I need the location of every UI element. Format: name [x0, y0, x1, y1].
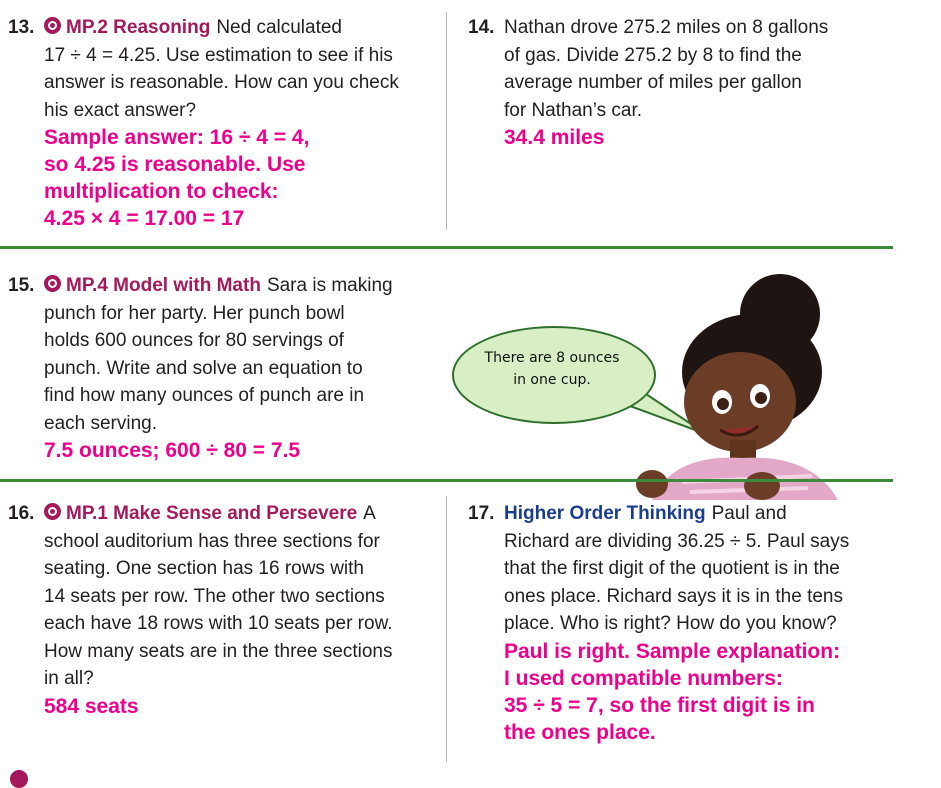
question-line: each serving.	[44, 412, 158, 434]
partial-icon-bottom	[10, 770, 28, 788]
math-practice-icon	[44, 503, 61, 520]
question-line: Sara is making	[266, 275, 393, 296]
question-line: for Nathan’s car.	[504, 99, 643, 121]
question-line: place. Who is right? How do you know?	[504, 613, 837, 634]
answer-line: 584 seats	[44, 694, 139, 718]
practice-label: MP.2 Reasoning	[66, 17, 211, 38]
section-divider	[0, 246, 893, 249]
question-line: How many seats are in the three sections	[44, 640, 393, 662]
speech-bubble-text	[470, 347, 634, 391]
question-line: of gas. Divide 275.2 by 8 to find the	[504, 44, 802, 66]
math-practice-icon	[44, 275, 61, 292]
answer-line: 7.5 ounces; 600 ÷ 80 = 7.5	[44, 439, 301, 462]
question-line: punch. Write and solve an equation to	[44, 357, 363, 379]
answer-line: I used compatible numbers:	[504, 666, 783, 690]
question-line: holds 600 ounces for 80 servings of	[44, 330, 344, 351]
question-line: punch for her party. Her punch bowl	[44, 302, 345, 324]
question-line: Paul and	[711, 503, 787, 524]
question-line: his exact answer?	[44, 99, 197, 121]
answer	[504, 638, 918, 746]
problem-number: 13.	[8, 17, 35, 38]
problem-13	[8, 14, 438, 232]
answer-line: 35 ÷ 5 = 7, so the first digit is in	[504, 693, 815, 717]
answer	[44, 693, 448, 720]
question-line: 17 ÷ 4 = 4.25. Use estimation to see if his	[44, 44, 393, 66]
answer	[44, 124, 438, 232]
question-line: seating. One section has 16 rows with	[44, 558, 365, 579]
practice-label: MP.4 Model with Math	[66, 275, 261, 296]
math-practice-icon	[44, 17, 61, 34]
practice-label: Higher Order Thinking	[504, 503, 706, 524]
question-line: school auditorium has three sections for	[44, 530, 380, 552]
question-line: Richard are dividing 36.25 ÷ 5. Paul says	[504, 530, 850, 552]
question-line: Ned calculated	[216, 17, 343, 38]
answer-line: the ones place.	[504, 720, 656, 744]
question-line: ones place. Richard says it is in the tens	[504, 585, 844, 607]
bubble-line: There are 8 ounces	[484, 350, 620, 366]
answer-line: so 4.25 is reasonable. Use	[44, 153, 306, 176]
problem-16	[8, 500, 448, 720]
answer	[504, 124, 908, 151]
answer-line: Paul is right. Sample explanation:	[504, 639, 841, 663]
question-line: each have 18 rows with 10 seats per row.	[44, 613, 393, 634]
section-divider	[0, 479, 893, 482]
problem-14	[468, 14, 908, 151]
problem-15	[8, 272, 448, 464]
column-divider	[446, 12, 447, 230]
practice-label: MP.1 Make Sense and Persevere	[66, 503, 358, 524]
question-line: that the first digit of the quotient is in the	[504, 558, 840, 579]
question-line: 14 seats per row. The other two sections	[44, 585, 385, 607]
answer-line: 4.25 × 4 = 17.00 = 17	[44, 207, 245, 230]
girl-character-illustration	[612, 262, 882, 500]
question-line: average number of miles per gallon	[504, 72, 802, 93]
question-line: Nathan drove 275.2 miles on 8 gallons	[504, 17, 829, 38]
problem-number: 16.	[8, 503, 35, 524]
column-divider	[446, 496, 447, 762]
question-line: A	[363, 503, 376, 524]
problem-17	[468, 500, 918, 746]
bubble-line: in one cup.	[513, 372, 591, 388]
question-line: answer is reasonable. How can you check	[44, 72, 399, 93]
answer-line: multiplication to check:	[44, 180, 279, 203]
question-line: find how many ounces of punch are in	[44, 385, 365, 406]
answer	[44, 437, 448, 464]
answer-line: 34.4 miles	[504, 126, 605, 149]
question-line: in all?	[44, 668, 94, 689]
problem-number: 15.	[8, 275, 35, 296]
problem-number: 17.	[468, 503, 495, 524]
problem-number: 14.	[468, 17, 495, 38]
answer-line: Sample answer: 16 ÷ 4 = 4,	[44, 126, 310, 149]
